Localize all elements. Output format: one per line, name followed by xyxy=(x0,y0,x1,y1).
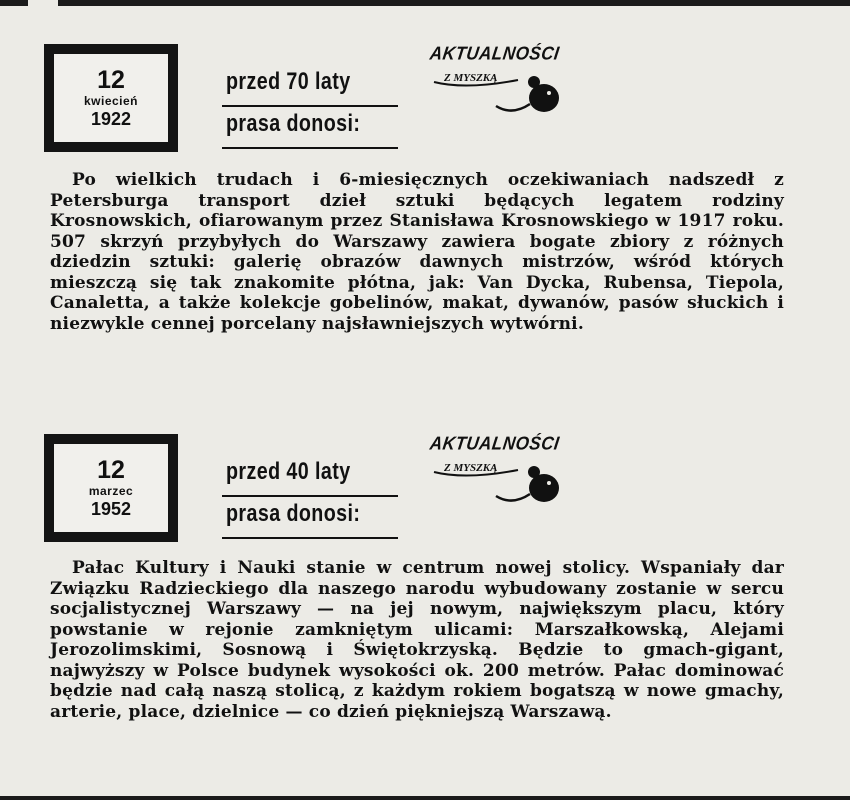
heading-underline xyxy=(222,105,398,107)
press-heading: prasa donosi: xyxy=(226,500,361,527)
logo-subtitle: Z MYSZKĄ xyxy=(444,72,498,84)
article-text: Pałac Kultury i Nauki stanie w centrum nowej stolicy. Wspaniały dar Związku Radzieckiego dla naszego narodu wybudowany zostanie w sercu socjalistycznej Warszawy — na jej nowym, największym placu, który powstanie w rejonie zamkniętym ulicami: Marszałkowską, Alejami Jerozolimskimi, Sosnową i Świętokrzyską. Będzie to gmach-gigant, najwyższy w Polsce budynek wysokości ok. 200 metrów. Pałac dominować będzie nad całą naszą stolicą, z każdym rokiem bogatszą w nowe gmachy, arterie, place, dzielnice — co dzień piękniejszą Warszawą. xyxy=(50,558,784,722)
article-text: Po wielkich trudach i 6-miesięcznych oczekiwaniach nadszedł z Petersburga transport dzieł sztuki będących legatem rodziny Krosnowskich, ofiarowanym przez Stanisława Krosnowskiego w 1917 roku. 507 skrzyń przybyłych do Warszawy zawiera bogate zbiory z różnych dziedzin sztuki: galerię obrazów dawnych mistrzów, wśród których mieszczą się tak znakomite płótna, jak: Van Dycka, Rubensa, Tiepola, Canaletta, a także kolekcje gobelinów, makat, dywanów, pasów słuckich i niezwykle cennej porcelany najsławniejszych wytwórni. xyxy=(50,170,784,334)
aktualnosci-logo xyxy=(426,432,566,512)
heading-underline xyxy=(222,537,398,539)
date-year: 1922 xyxy=(90,108,132,129)
mouse-icon xyxy=(426,42,566,122)
date-box xyxy=(44,434,178,542)
bottom-rule xyxy=(0,796,850,800)
logo-title: AKTUALNOŚCI xyxy=(428,43,561,64)
mouse-icon xyxy=(426,432,566,512)
date-month: marzec xyxy=(88,484,134,499)
years-ago-heading: przed 40 laty xyxy=(226,458,351,485)
logo-title: AKTUALNOŚCI xyxy=(428,433,561,454)
date-day: 12 xyxy=(97,66,125,95)
date-day: 12 xyxy=(97,456,125,485)
date-year: 1952 xyxy=(90,498,132,519)
date-month: kwiecień xyxy=(83,94,139,109)
heading-underline xyxy=(222,147,398,149)
aktualnosci-logo xyxy=(426,42,566,122)
top-rule xyxy=(0,0,850,6)
years-ago-heading: przed 70 laty xyxy=(226,68,351,95)
press-heading: prasa donosi: xyxy=(226,110,361,137)
date-box xyxy=(44,44,178,152)
heading-underline xyxy=(222,495,398,497)
logo-subtitle: Z MYSZKĄ xyxy=(444,462,498,474)
